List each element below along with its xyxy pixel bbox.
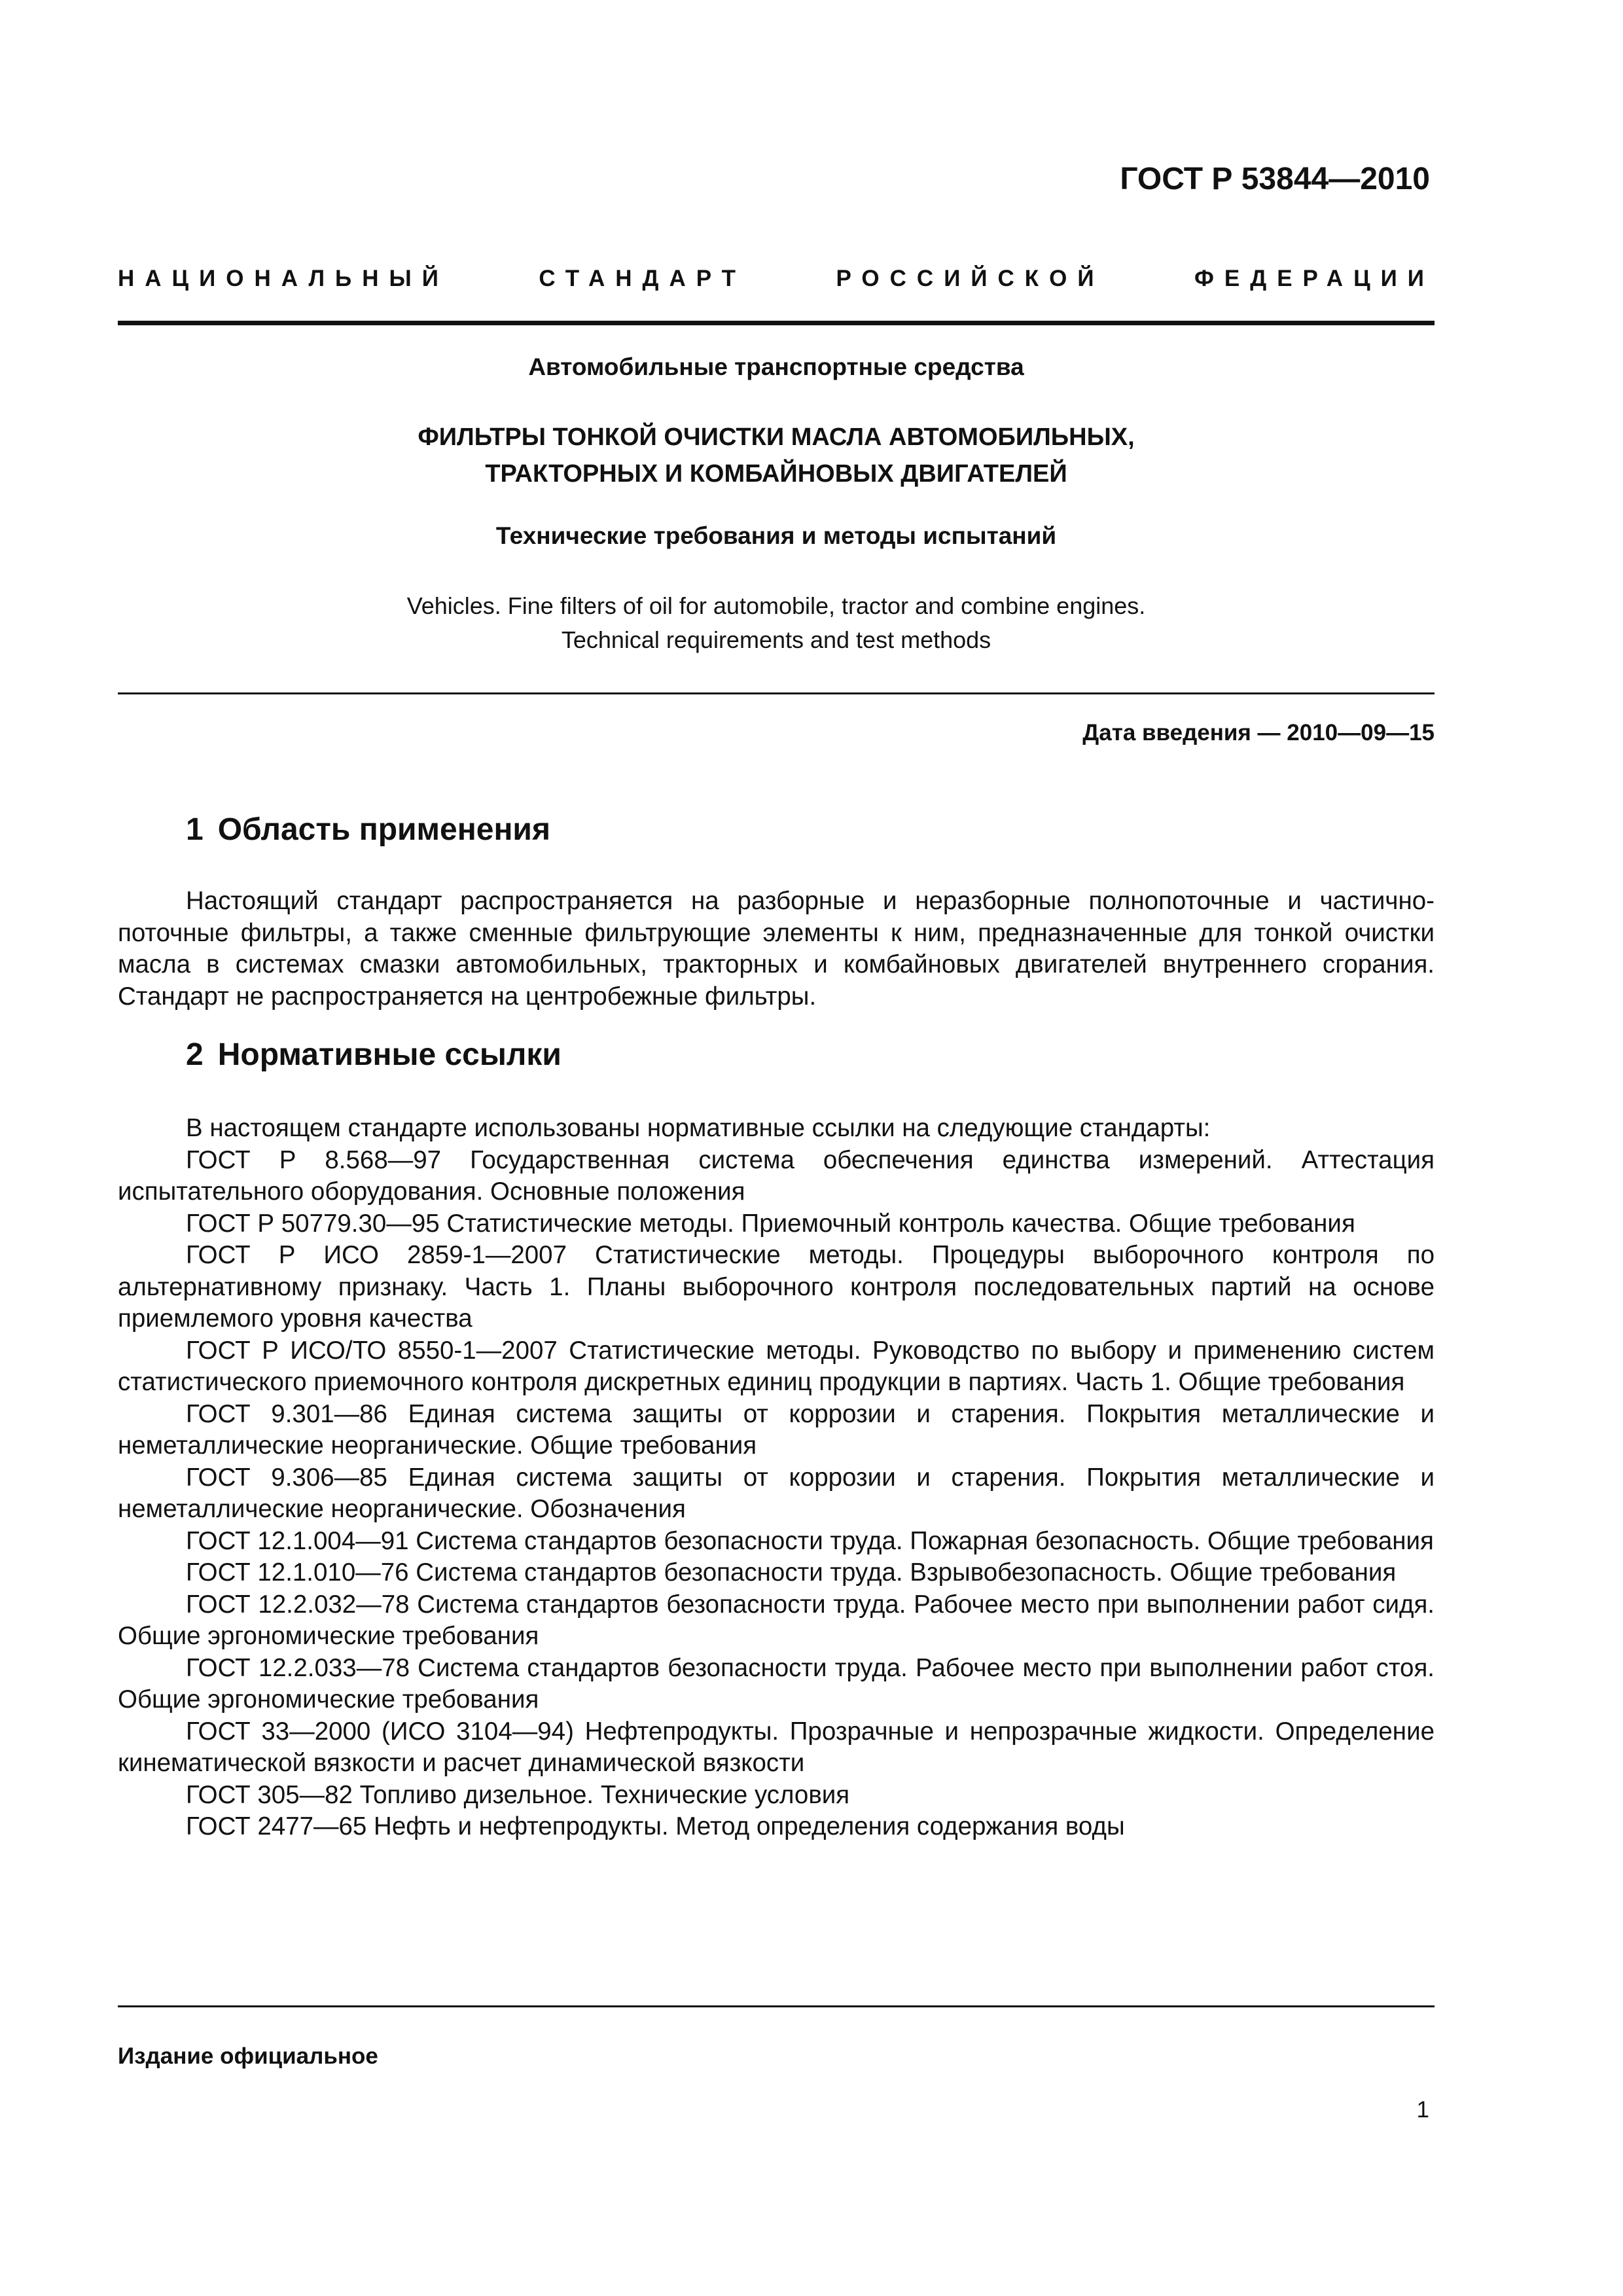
gost-code: ГОСТ Р 53844—2010	[1120, 162, 1430, 196]
title-line: ФИЛЬТРЫ ТОНКОЙ ОЧИСТКИ МАСЛА АВТОМОБИЛЬНЫХ,	[418, 423, 1135, 451]
national-word: ФЕДЕРАЦИИ	[1194, 266, 1435, 291]
section-number: 2	[186, 1037, 204, 1072]
reference-item: ГОСТ 12.2.033—78 Система стандартов безопасности труда. Рабочее место при выполнении работ стоя. Общие эргономические требования	[118, 1653, 1435, 1713]
page-number: 1	[1416, 2097, 1429, 2123]
reference-item: ГОСТ 12.1.010—76 Система стандартов безопасности труда. Взрывобезопасность. Общие требования	[186, 1558, 1397, 1587]
national-standard-heading	[118, 266, 1435, 292]
reference-item: ГОСТ 12.2.032—78 Система стандартов безопасности труда. Рабочее место при выполнении работ сидя. Общие эргономические требования	[118, 1590, 1435, 1650]
references-list	[118, 1113, 1435, 1843]
section-number: 1	[186, 812, 204, 847]
national-word: СТАНДАРТ	[539, 266, 747, 291]
reference-item: ГОСТ 9.301—86 Единая система защиты от коррозии и старения. Покрытия металлические и неметаллические неорганические. Общие требования	[118, 1399, 1435, 1460]
reference-item: ГОСТ Р 8.568—97 Государственная система обеспечения единства измерений. Аттестация испытательного оборудования. Основные положения	[118, 1145, 1435, 1206]
section-title: Область применения	[217, 812, 550, 847]
reference-item: ГОСТ Р ИСО 2859-1—2007 Статистические методы. Процедуры выборочного контроля по альтернативному признаку. Часть 1. Планы выборочного контроля последовательных партий на основе приемлемого уровня качества	[118, 1241, 1435, 1333]
english-line: Vehicles. Fine filters of oil for automobile, tractor and combine engines.	[406, 592, 1146, 619]
paragraph: В настоящем стандарте использованы нормативные ссылки на следующие стандарты:	[186, 1114, 1211, 1142]
reference-item: ГОСТ 305—82 Топливо дизельное. Технические условия	[186, 1780, 850, 1809]
reference-item: ГОСТ 12.1.004—91 Система стандартов безопасности труда. Пожарная безопасность. Общие требования	[186, 1526, 1434, 1555]
paragraph: Настоящий стандарт распространяется на разборные и неразборные полнопоточные и частично-поточные фильтры, а также сменные фильтрующие элементы к ним, предназначенные для тонкой очистки масла в системах смазки автомобильных, тракторных и комбайновых двигателей внутреннего сгорания. Стандарт не распространяется на центробежные фильтры.	[118, 887, 1435, 1011]
section-heading	[186, 1037, 562, 1073]
reference-item: ГОСТ Р 50779.30—95 Статистические методы. Приемочный контроль качества. Общие требования	[186, 1209, 1355, 1238]
document-subtitle: Технические требования и методы испытаний	[495, 522, 1057, 549]
edition-label: Издание официальное	[118, 2043, 378, 2069]
reference-item: ГОСТ Р ИСО/ТО 8550-1—2007 Статистические методы. Руководство по выбору и применению систем статистического приемочного контроля дискретных единиц продукции в партиях. Часть 1. Общие требования	[118, 1336, 1435, 1396]
section-body	[118, 886, 1435, 1013]
title-divider	[118, 692, 1435, 694]
national-word: НАЦИОНАЛЬНЫЙ	[118, 266, 449, 291]
introduction-date: Дата введения — 2010—09—15	[1082, 720, 1435, 745]
reference-item: ГОСТ 2477—65 Нефть и нефтепродукты. Метод определения содержания воды	[186, 1812, 1125, 1840]
national-word: РОССИЙСКОЙ	[836, 266, 1105, 291]
document-title	[118, 419, 1435, 492]
title-line: ТРАКТОРНЫХ И КОМБАЙНОВЫХ ДВИГАТЕЛЕЙ	[485, 460, 1067, 488]
reference-item: ГОСТ 9.306—85 Единая система защиты от коррозии и старения. Покрытия металлические и неметаллические неорганические. Обозначения	[118, 1463, 1435, 1523]
reference-item: ГОСТ 33—2000 (ИСО 3104—94) Нефтепродукты. Прозрачные и непрозрачные жидкости. Определение кинематической вязкости и расчет динамической вязкости	[118, 1717, 1435, 1777]
footer-divider	[118, 2005, 1435, 2007]
english-title	[118, 589, 1435, 657]
section-heading	[186, 812, 550, 848]
english-line: Technical requirements and test methods	[561, 626, 991, 653]
document-category: Автомобильные транспортные средства	[528, 353, 1024, 380]
section-title: Нормативные ссылки	[217, 1037, 562, 1072]
header-divider	[118, 321, 1435, 325]
